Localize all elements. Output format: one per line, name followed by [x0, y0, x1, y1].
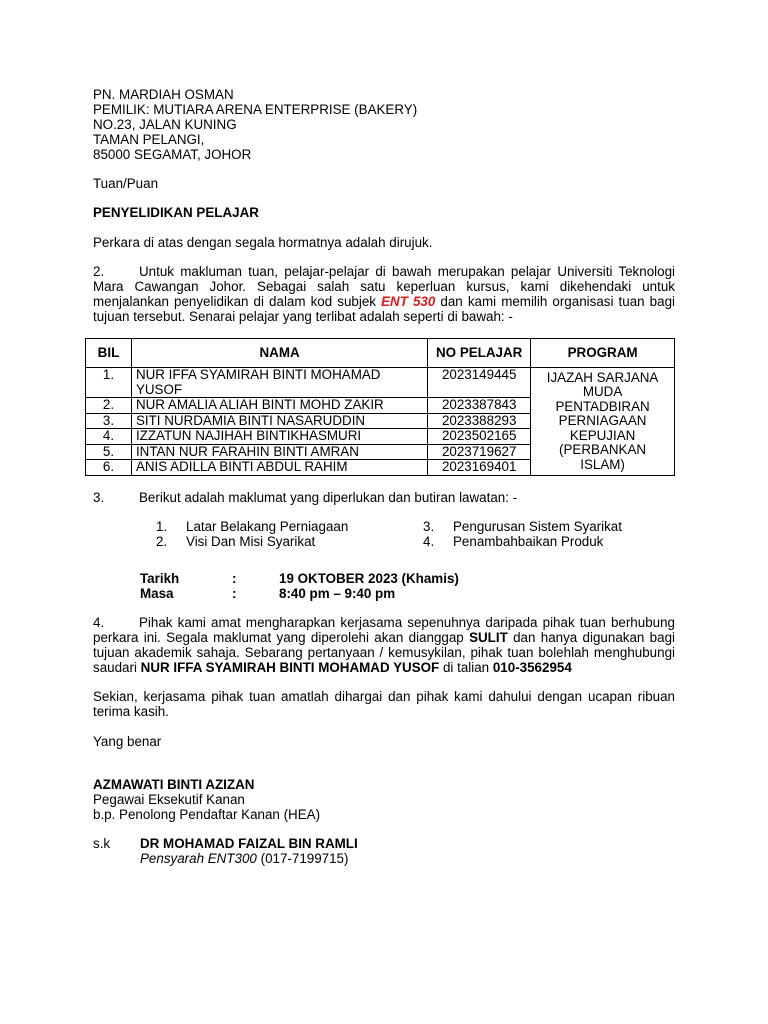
info-item-number: 2.	[156, 534, 168, 549]
paragraph-2-number: 2.	[93, 264, 105, 279]
info-item-4	[423, 534, 603, 549]
cc-role: Pensyarah ENT300	[140, 851, 257, 866]
paragraph-2-text-after: dan kami memilih organisasi tuan bagi tujuan tersebut. Senarai pelajar yang terlibat adalah seperti di bawah: -	[93, 294, 675, 324]
contact-name: NUR IFFA SYAMIRAH BINTI MOHAMAD YUSOF	[140, 660, 440, 675]
info-item-3	[423, 519, 622, 534]
info-item-1	[156, 519, 348, 534]
cc-phone: (017-7199715)	[260, 851, 349, 866]
contact-phone: 010-3562954	[492, 660, 572, 675]
paragraph-4-text-2: dan hanya digunakan bagi tujuan akademik sahaja. Sebarang pertanyaan / kemusykilan, pihak tuan bolehlah menghubungi saudari	[93, 630, 675, 675]
row-bil: 1.	[86, 368, 132, 398]
paragraph-4-text-1: Pihak kami amat mengharapkan kerjasama sepenuhnya daripada pihak tuan berhubung perkara ini. Segala maklumat yang diperolehi akan dianggap	[93, 615, 675, 645]
recipient-name: PN. MARDIAH OSMAN	[93, 87, 234, 102]
regards: Yang benar	[93, 734, 162, 749]
row-no-pelajar: 2023387843	[428, 398, 531, 414]
time-colon: :	[232, 586, 237, 601]
salutation: Tuan/Puan	[93, 176, 159, 191]
paragraph-3-text: Berikut adalah maklumat yang diperlukan dan butiran lawatan: -	[139, 490, 518, 505]
info-item-label: Visi Dan Misi Syarikat	[186, 534, 316, 549]
info-item-number: 1.	[156, 519, 168, 534]
row-nama: SITI NURDAMIA BINTI NASARUDDIN	[131, 413, 427, 429]
row-bil: 6.	[86, 460, 132, 476]
info-item-label: Pengurusan Sistem Syarikat	[453, 519, 622, 534]
recipient-owner: PEMILIK: MUTIARA ARENA ENTERPRISE (BAKERY)	[93, 102, 418, 117]
row-bil: 5.	[86, 444, 132, 460]
date-label: Tarikh	[140, 571, 180, 586]
row-no-pelajar: 2023719627	[428, 444, 531, 460]
row-no-pelajar: 2023169401	[428, 460, 531, 476]
signatory-on-behalf: b.p. Penolong Pendaftar Kanan (HEA)	[93, 807, 321, 822]
paragraph-1: Perkara di atas dengan segala hormatnya adalah dirujuk.	[93, 235, 433, 250]
paragraph-4-number: 4.	[93, 615, 105, 630]
recipient-address-line1: NO.23, JALAN KUNING	[93, 117, 237, 132]
closing-paragraph: Sekian, kerjasama pihak tuan amatlah dihargai dan pihak kami dahului dengan ucapan ribuan terima kasih.	[93, 689, 675, 719]
header-bil: BIL	[86, 339, 132, 368]
row-no-pelajar: 2023388293	[428, 413, 531, 429]
row-no-pelajar: 2023502165	[428, 429, 531, 445]
info-item-2	[156, 534, 315, 549]
row-nama: NUR IFFA SYAMIRAH BINTI MOHAMAD YUSOF	[131, 368, 427, 398]
table-header-row	[86, 339, 675, 368]
date-value: 19 OKTOBER 2023 (Khamis)	[279, 571, 459, 586]
row-nama: NUR AMALIA ALIAH BINTI MOHD ZAKIR	[131, 398, 427, 414]
table-row	[86, 368, 675, 398]
subject-heading: PENYELIDIKAN PELAJAR	[93, 205, 259, 220]
row-nama: INTAN NUR FARAHIN BINTI AMRAN	[131, 444, 427, 460]
paragraph-3	[93, 490, 675, 505]
info-item-number: 4.	[423, 534, 435, 549]
row-bil: 4.	[86, 429, 132, 445]
student-table	[85, 338, 675, 476]
info-item-label: Latar Belakang Perniagaan	[186, 519, 349, 534]
paragraph-2-text-before: Untuk makluman tuan, pelajar-pelajar di bawah merupakan pelajar Universiti Teknologi Mara Cawangan Johor. Sebagai salah satu keperluan kursus, kami dikehendaki untuk menjalankan penyelidikan di dalam kod subjek	[93, 264, 675, 309]
sulit-label: SULIT	[469, 630, 508, 645]
cc-label: s.k	[93, 836, 111, 851]
program-cell: IJAZAH SARJANA MUDA PENTADBIRAN PERNIAGAAN KEPUJIAN (PERBANKAN ISLAM)	[531, 368, 675, 476]
time-value: 8:40 pm – 9:40 pm	[279, 586, 396, 601]
row-bil: 3.	[86, 413, 132, 429]
info-item-number: 3.	[423, 519, 435, 534]
cc-name: DR MOHAMAD FAIZAL BIN RAMLI	[140, 836, 358, 851]
info-item-label: Penambahbaikan Produk	[453, 534, 604, 549]
date-row	[140, 571, 459, 586]
cc-role-line	[140, 851, 358, 866]
time-row	[140, 586, 395, 601]
signatory-name: AZMAWATI BINTI AZIZAN	[93, 777, 255, 792]
course-code: ENT 530	[381, 294, 436, 309]
recipient-address	[93, 87, 675, 162]
time-label: Masa	[140, 586, 174, 601]
signatory-title: Pegawai Eksekutif Kanan	[93, 792, 245, 807]
row-no-pelajar: 2023149445	[428, 368, 531, 398]
paragraph-2	[93, 264, 675, 324]
row-nama: ANIS ADILLA BINTI ABDUL RAHIM	[131, 460, 427, 476]
row-bil: 2.	[86, 398, 132, 414]
recipient-address-line2: TAMAN PELANGI,	[93, 132, 205, 147]
paragraph-3-number: 3.	[93, 490, 105, 505]
paragraph-4	[93, 615, 675, 675]
recipient-address-line3: 85000 SEGAMAT, JOHOR	[93, 147, 252, 162]
signatory-block	[93, 777, 320, 822]
paragraph-4-text-3: di talian	[442, 660, 490, 675]
header-no-pelajar: NO PELAJAR	[428, 339, 531, 368]
header-nama: NAMA	[131, 339, 427, 368]
row-nama: IZZATUN NAJIHAH BINTIKHASMURI	[131, 429, 427, 445]
cc-block	[140, 836, 358, 866]
header-program: PROGRAM	[531, 339, 675, 368]
date-colon: :	[232, 571, 237, 586]
